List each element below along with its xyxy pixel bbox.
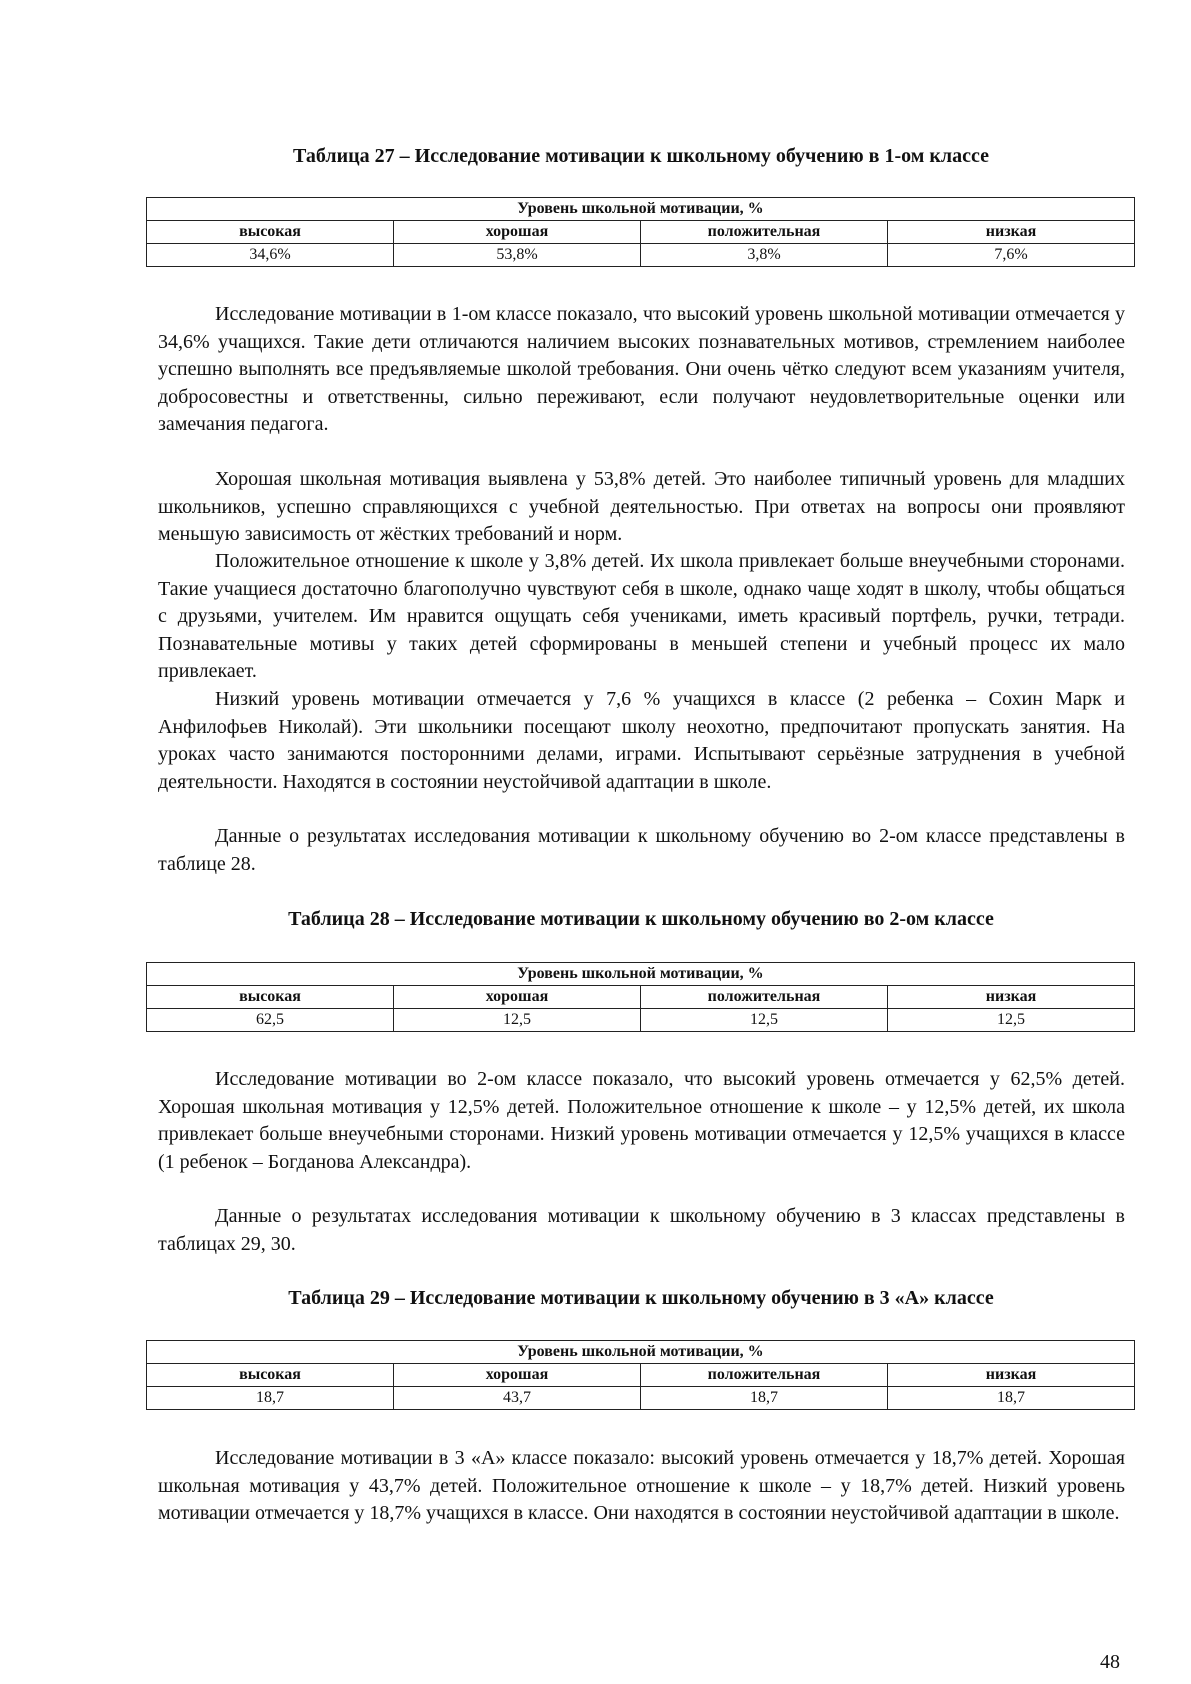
paragraph: Исследование мотивации в 1-ом классе показало, что высокий уровень школьной мотивации отмечается у 34,6% учащихся. Такие дети отличаются наличием высоких познавательных мотивов, стремлением наиболее успешно выполнять все предъявляемые школой требования. Они очень чётко следуют всем указаниям учителя, добросовестны и ответственны, сильно переживают, если получают неудовлетворительные оценки или замечания педагога.: [158, 303, 1125, 435]
table-cell: 18,7: [888, 1387, 1135, 1410]
table-cell: 7,6%: [888, 244, 1135, 267]
motivation-table: [146, 962, 1135, 1032]
table-cell: 3,8%: [641, 244, 888, 267]
column-header: высокая: [147, 1364, 394, 1387]
table-caption: Таблица 29 – Исследование мотивации к школьному обучению в 3 «А» классе: [288, 1287, 994, 1309]
column-header: низкая: [888, 221, 1135, 244]
table-caption: Таблица 27 – Исследование мотивации к школьному обучению в 1-ом классе: [293, 145, 989, 167]
column-header: положительная: [641, 221, 888, 244]
table-cell: 34,6%: [147, 244, 394, 267]
table-cell: 43,7: [394, 1387, 641, 1410]
table-header: Уровень школьной мотивации, %: [147, 963, 1135, 986]
table-cell: 12,5: [888, 1009, 1135, 1032]
paragraph: Положительное отношение к школе у 3,8% детей. Их школа привлекает больше внеучебными сторонами. Такие учащиеся достаточно благополучно чувствуют себя в школе, однако чаще ходят в школу, чтобы общаться с друзьями, учителем. Им нравится ощущать себя учениками, иметь красивый портфель, ручки, тетради. Познавательные мотивы у таких детей сформированы в меньшей степени и учебный процесс их мало привлекает.: [158, 550, 1125, 682]
column-header: положительная: [641, 1364, 888, 1387]
column-header: высокая: [147, 986, 394, 1009]
motivation-table: [146, 197, 1135, 267]
table-cell: 12,5: [641, 1009, 888, 1032]
paragraph: Хорошая школьная мотивация выявлена у 53,8% детей. Это наиболее типичный уровень для младших школьников, успешно справляющихся с учебной деятельностью. При ответах на вопросы они проявляют меньшую зависимость от жёстких требований и норм.: [158, 468, 1125, 545]
table-caption: Таблица 28 – Исследование мотивации к школьному обучению во 2-ом классе: [288, 908, 994, 930]
table-header: Уровень школьной мотивации, %: [147, 198, 1135, 221]
column-header: хорошая: [394, 986, 641, 1009]
column-header: низкая: [888, 986, 1135, 1009]
table-header: Уровень школьной мотивации, %: [147, 1341, 1135, 1364]
column-header: низкая: [888, 1364, 1135, 1387]
paragraph: Данные о результатах исследования мотивации к школьному обучению во 2-ом классе представлены в таблице 28.: [158, 825, 1125, 875]
motivation-table: [146, 1340, 1135, 1410]
paragraph: Исследование мотивации в 3 «А» классе показало: высокий уровень отмечается у 18,7% детей. Хорошая школьная мотивация у 43,7% детей. Положительное отношение к школе – у 18,7% детей. Низкий уровень мотивации отмечается у 18,7% учащихся в классе. Они находятся в состоянии неустойчивой адаптации в школе.: [158, 1447, 1125, 1524]
column-header: хорошая: [394, 221, 641, 244]
page-number: 48: [1100, 1651, 1120, 1673]
paragraph: Низкий уровень мотивации отмечается у 7,6 % учащихся в классе (2 ребенка – Сохин Марк и Анфилофьев Николай). Эти школьники посещают школу неохотно, предпочитают пропускать занятия. На уроках часто занимаются посторонними делами, играми. Испытывают серьёзные затруднения в учебной деятельности. Находятся в состоянии неустойчивой адаптации в школе.: [158, 688, 1125, 793]
column-header: высокая: [147, 221, 394, 244]
table-cell: 62,5: [147, 1009, 394, 1032]
paragraph: Данные о результатах исследования мотивации к школьному обучению в 3 классах представлены в таблицах 29, 30.: [158, 1205, 1125, 1255]
table-cell: 18,7: [147, 1387, 394, 1410]
table-cell: 12,5: [394, 1009, 641, 1032]
table-cell: 53,8%: [394, 244, 641, 267]
column-header: хорошая: [394, 1364, 641, 1387]
column-header: положительная: [641, 986, 888, 1009]
table-cell: 18,7: [641, 1387, 888, 1410]
paragraph: Исследование мотивации во 2-ом классе показало, что высокий уровень отмечается у 62,5% детей. Хорошая школьная мотивация у 12,5% детей. Положительное отношение к школе – у 12,5% детей, их школа привлекает больше внеучебными сторонами. Низкий уровень мотивации отмечается у 12,5% учащихся в классе (1 ребенок – Богданова Александра).: [158, 1068, 1125, 1173]
